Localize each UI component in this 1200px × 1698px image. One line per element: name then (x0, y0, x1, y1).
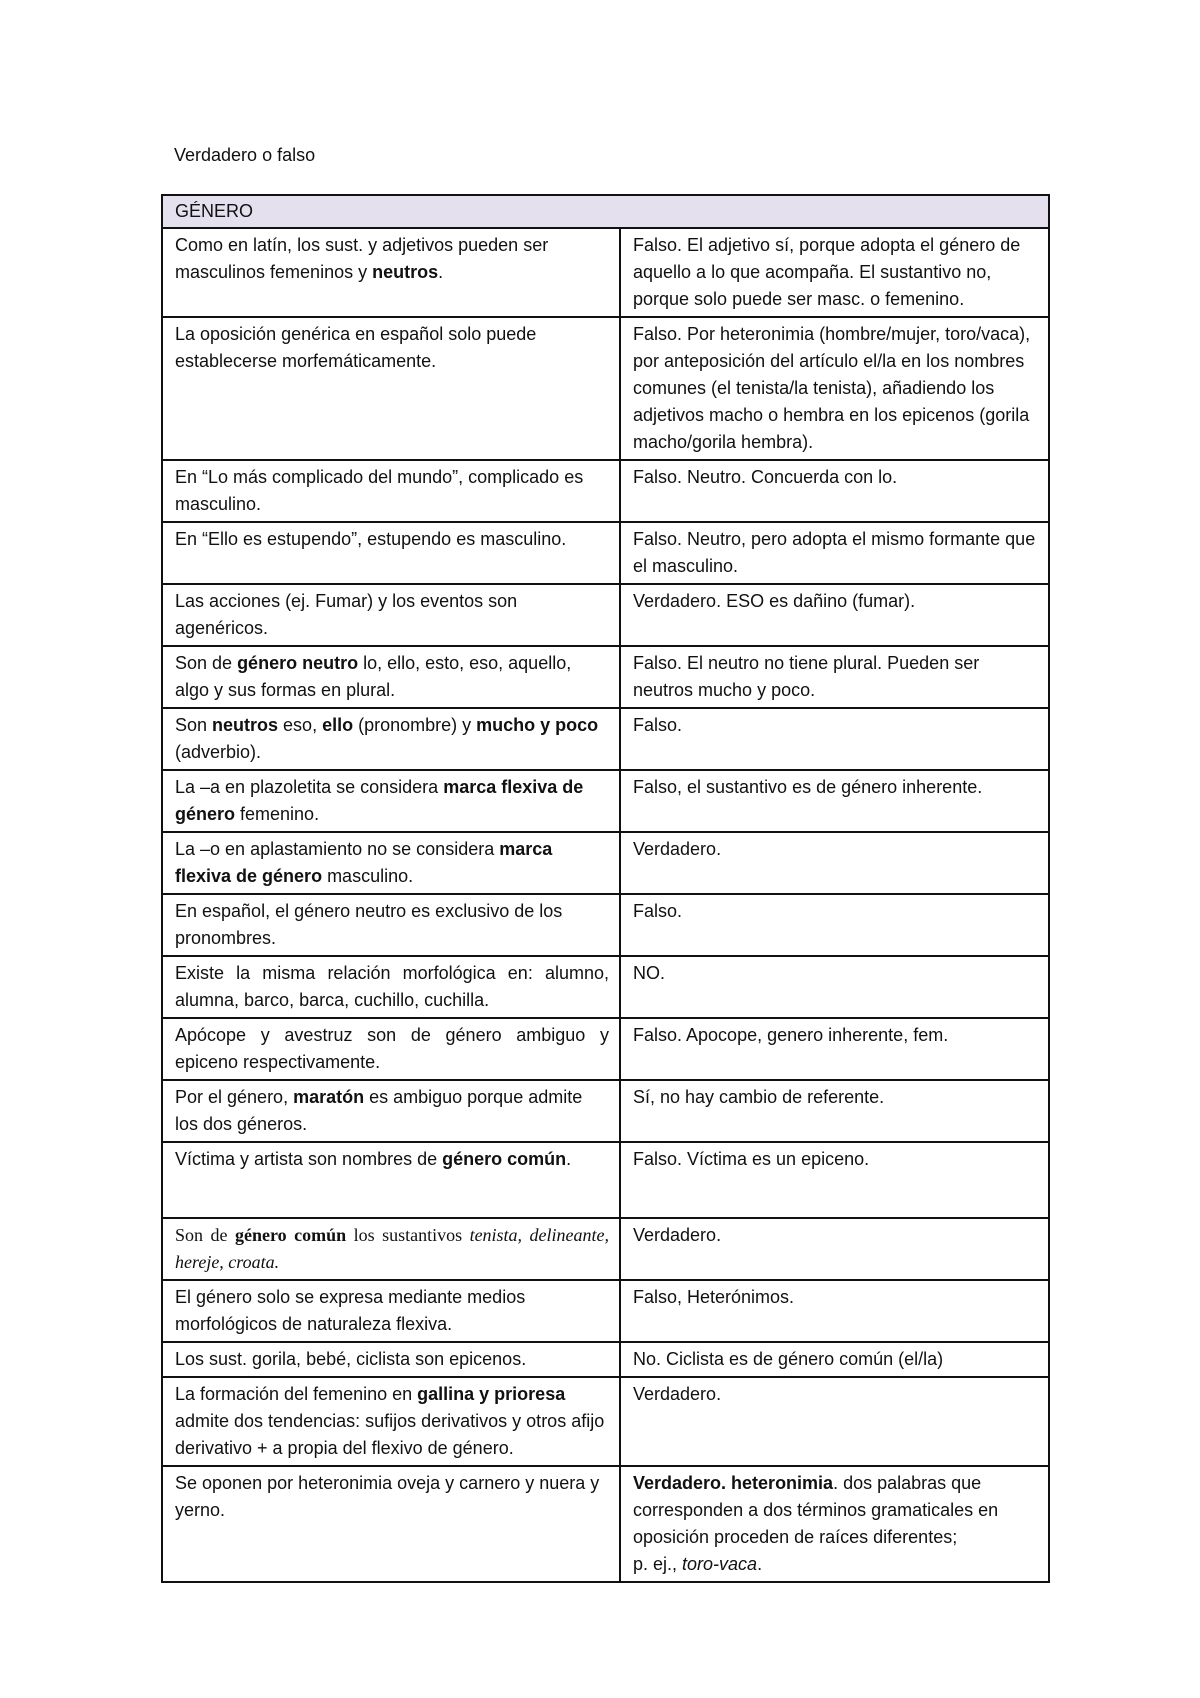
section-header: GÉNERO (162, 195, 1049, 228)
statement-cell (162, 1018, 620, 1080)
table-row (162, 1142, 1049, 1218)
table-row (162, 770, 1049, 832)
answer-cell (620, 1142, 1049, 1218)
answer-cell (620, 317, 1049, 460)
text-run: género común (442, 1149, 567, 1169)
text-run: No. Ciclista es de género común (el/la) (633, 1349, 944, 1369)
text-run: (pronombre) y (353, 715, 477, 735)
table-row (162, 956, 1049, 1018)
true-false-table (161, 194, 1050, 1583)
answer-cell (620, 1080, 1049, 1142)
answer-cell (620, 646, 1049, 708)
text-run: eso, (278, 715, 323, 735)
text-run: Verdadero. (633, 839, 722, 859)
answer-cell (620, 894, 1049, 956)
text-run: los sustantivos (346, 1225, 470, 1245)
text-run: Como en latín, los sust. y adjetivos pueden ser masculinos femeninos y (175, 235, 549, 282)
text-run: . (438, 262, 444, 282)
statement-cell (162, 894, 620, 956)
text-run: género neutro (237, 653, 359, 673)
text-run: . (566, 1149, 572, 1169)
text-run: Falso. Neutro, pero adopta el mismo formante que el masculino. (633, 529, 1036, 576)
text-run: admite dos tendencias: sufijos derivativos y otros afijo derivativo + a propia del flexivo de género. (175, 1411, 605, 1458)
answer-cell (620, 584, 1049, 646)
table-row (162, 1377, 1049, 1466)
text-run: Víctima y artista son nombres de (175, 1149, 443, 1169)
text-run: Sí, no hay cambio de referente. (633, 1087, 885, 1107)
document-title: Verdadero o falso (174, 145, 316, 165)
text-run: toro-vaca (682, 1554, 758, 1574)
statement-cell (162, 1342, 620, 1377)
text-run: Por el género, (175, 1087, 294, 1107)
text-run: La –a en plazoletita se considera (175, 777, 444, 797)
table-header-row (162, 195, 1049, 228)
table-row (162, 646, 1049, 708)
statement-cell (162, 1466, 620, 1582)
text-run: Verdadero. (633, 1473, 732, 1493)
text-run: Falso. Víctima es un epiceno. (633, 1149, 870, 1169)
text-run: Verdadero. (633, 1384, 722, 1404)
table-row (162, 522, 1049, 584)
text-run: maratón (293, 1087, 365, 1107)
statement-cell (162, 832, 620, 894)
text-run: En “Lo más complicado del mundo”, complicado es masculino. (175, 467, 584, 514)
text-run: gallina y prioresa (417, 1384, 566, 1404)
table-row (162, 894, 1049, 956)
text-run: género común (234, 1225, 347, 1245)
text-run: Son (175, 715, 213, 735)
text-run: p. ej., (633, 1554, 683, 1574)
statement-cell (162, 317, 620, 460)
text-run: Existe la misma relación morfológica en: alumno, alumna, barco, barca, cuchillo, cuchilla. (175, 963, 609, 1010)
text-run: NO. (633, 963, 666, 983)
statement-cell (162, 770, 620, 832)
text-run: Verdadero. (633, 1225, 722, 1245)
answer-cell (620, 708, 1049, 770)
statement-cell (162, 1218, 620, 1280)
statement-cell (162, 1080, 620, 1142)
answer-cell (620, 228, 1049, 317)
answer-cell (620, 956, 1049, 1018)
text-run: Son de (175, 1225, 235, 1245)
table-row (162, 1342, 1049, 1377)
statement-cell (162, 1377, 620, 1466)
text-run: Falso. Por heteronimia (hombre/mujer, toro/vaca), por anteposición del artículo el/la en los nombres comunes (el tenista/la tenista), añadiendo los adjetivos macho o hembra en los epicenos (gorila macho/gorila hembra). (633, 324, 1031, 452)
text-run: Son de (175, 653, 238, 673)
table-row (162, 832, 1049, 894)
answer-cell (620, 1466, 1049, 1582)
table-row (162, 1466, 1049, 1582)
answer-cell (620, 770, 1049, 832)
statement-cell (162, 708, 620, 770)
table-row (162, 228, 1049, 317)
statement-cell (162, 956, 620, 1018)
text-run: heteronimia (731, 1473, 834, 1493)
table-row (162, 584, 1049, 646)
text-run: El género solo se expresa mediante medios morfológicos de naturaleza flexiva. (175, 1287, 526, 1334)
text-run: Falso. Apocope, genero inherente, fem. (633, 1025, 949, 1045)
text-run: neutros (372, 262, 439, 282)
statement-cell (162, 1142, 620, 1218)
text-run: mucho y poco (476, 715, 599, 735)
statement-cell (162, 460, 620, 522)
text-run: masculino. (322, 866, 414, 886)
text-run: Falso. El neutro no tiene plural. Pueden ser neutros mucho y poco. (633, 653, 980, 700)
statement-cell (162, 646, 620, 708)
table-row (162, 460, 1049, 522)
text-run: . dos palabras que corresponden a dos términos gramaticales en oposición proceden de raíces diferentes; (633, 1473, 999, 1547)
answer-cell (620, 1377, 1049, 1466)
text-run: La oposición genérica en español solo puede establecerse morfemáticamente. (175, 324, 537, 371)
table-row (162, 1018, 1049, 1080)
text-run: Se oponen por heteronimia oveja y carnero y nuera y yerno. (175, 1473, 600, 1520)
text-run: . (757, 1554, 763, 1574)
text-run: femenino. (235, 804, 320, 824)
text-run: Falso. El adjetivo sí, porque adopta el género de aquello a lo que acompaña. El sustantivo no, porque solo puede ser masc. o femenino. (633, 235, 1021, 309)
text-run: La –o en aplastamiento no se considera (175, 839, 500, 859)
text-run: (adverbio). (175, 742, 262, 762)
text-run: Las acciones (ej. Fumar) y los eventos son agenéricos. (175, 591, 518, 638)
text-run: La formación del femenino en (175, 1384, 418, 1404)
statement-cell (162, 1280, 620, 1342)
statement-cell (162, 584, 620, 646)
table-row (162, 1218, 1049, 1280)
text-run: Falso. Neutro. Concuerda con lo. (633, 467, 898, 487)
answer-cell (620, 460, 1049, 522)
answer-cell (620, 832, 1049, 894)
text-run: En “Ello es estupendo”, estupendo es masculino. (175, 529, 567, 549)
text-run: Falso, Heterónimos. (633, 1287, 795, 1307)
text-run: neutros (212, 715, 279, 735)
text-run: lo, ello, esto, eso, aquello, algo y sus formas en plural. (175, 653, 572, 700)
statement-cell (162, 228, 620, 317)
answer-cell (620, 1280, 1049, 1342)
statement-cell (162, 522, 620, 584)
text-run: marca flexiva de género (175, 777, 584, 824)
answer-cell (620, 522, 1049, 584)
text-run: es ambiguo porque admite los dos géneros. (175, 1087, 583, 1134)
text-run: marca flexiva de género (175, 839, 553, 886)
table-row (162, 1080, 1049, 1142)
text-run: Falso. (633, 715, 683, 735)
text-run: Falso, el sustantivo es de género inherente. (633, 777, 983, 797)
answer-cell (620, 1342, 1049, 1377)
text-run: ello (322, 715, 354, 735)
text-run: tenista, delineante, hereje, croata. (175, 1225, 610, 1272)
text-run: En español, el género neutro es exclusivo de los pronombres. (175, 901, 563, 948)
table-row (162, 1280, 1049, 1342)
text-run: Falso. (633, 901, 683, 921)
answer-cell (620, 1018, 1049, 1080)
text-run: Los sust. gorila, bebé, ciclista son epicenos. (175, 1349, 527, 1369)
text-run: Apócope y avestruz son de género ambiguo y epiceno respectivamente. (175, 1025, 609, 1072)
table-row (162, 317, 1049, 460)
table-row (162, 708, 1049, 770)
answer-cell (620, 1218, 1049, 1280)
text-run: Verdadero. ESO es dañino (fumar). (633, 591, 916, 611)
